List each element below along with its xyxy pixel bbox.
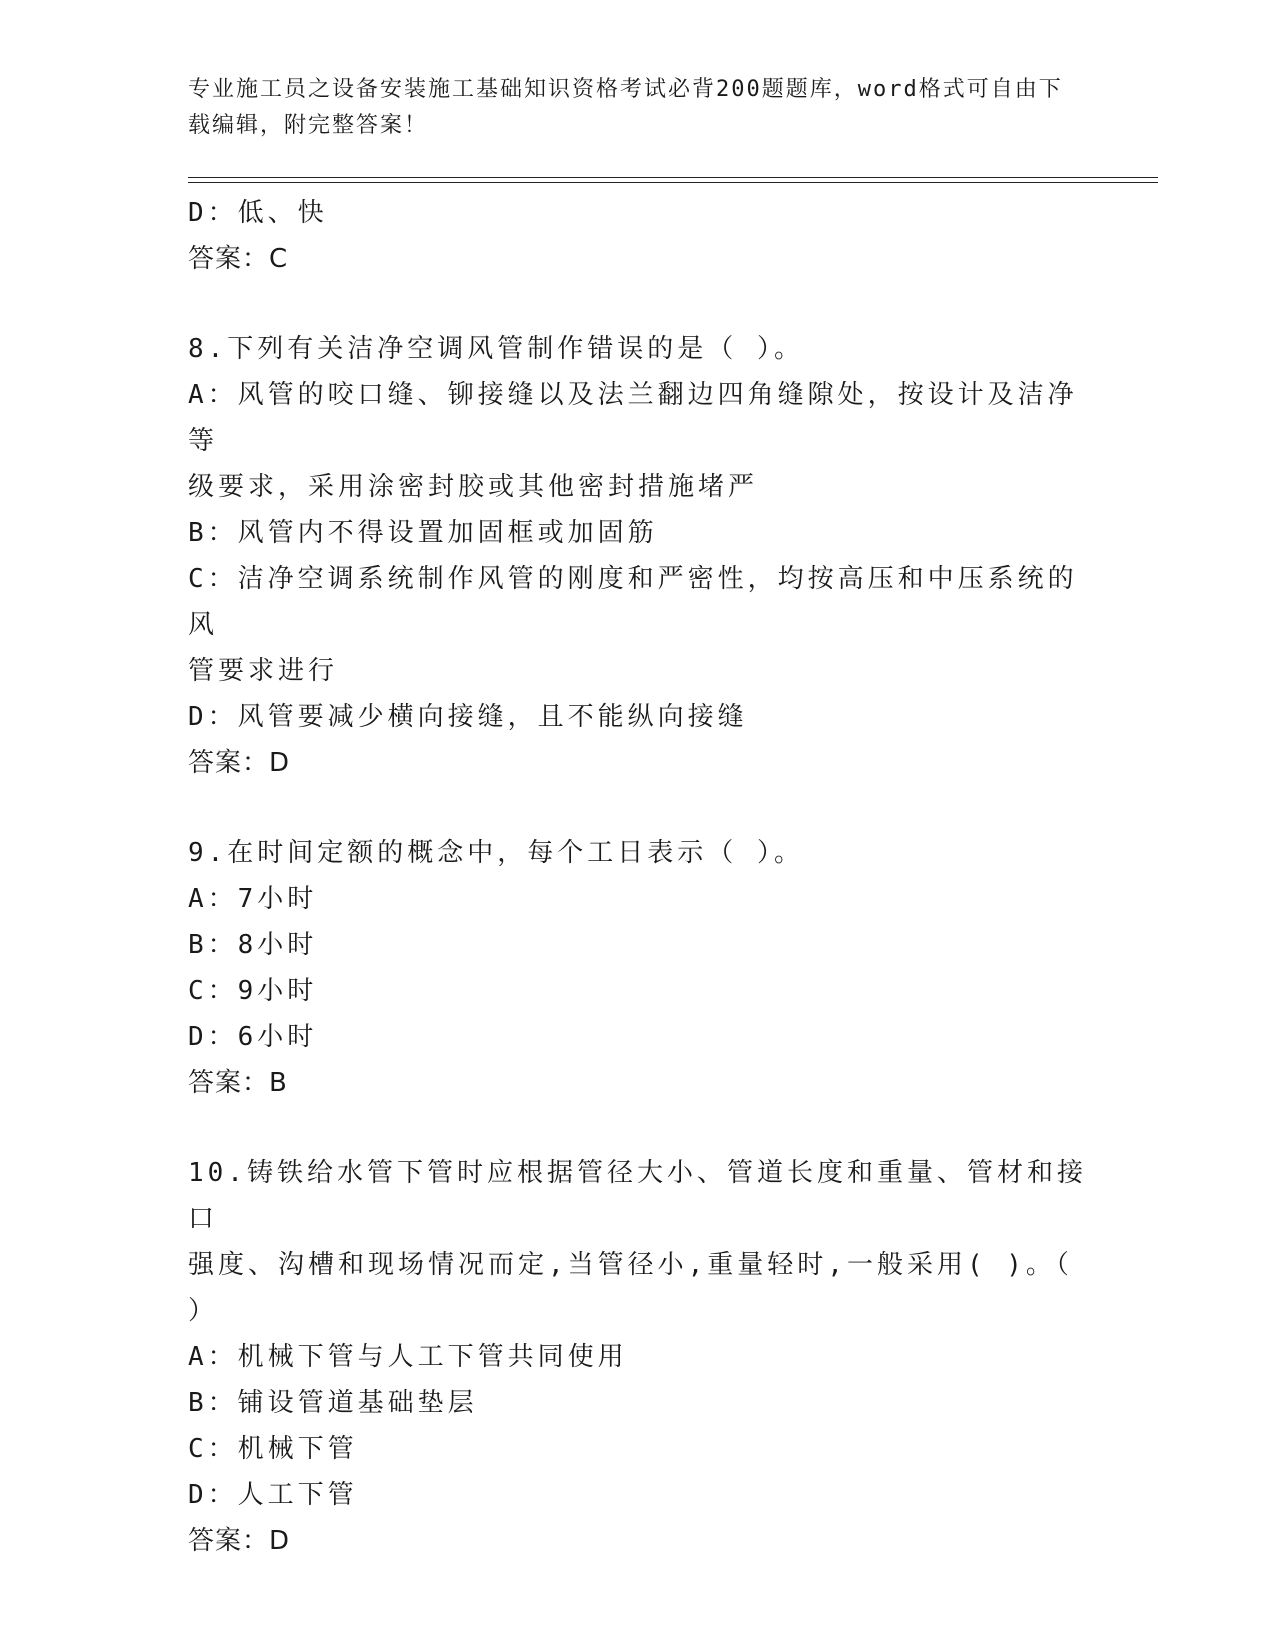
answer-line: 答案：B <box>188 1068 288 1098</box>
header-rule-bottom <box>188 182 1158 183</box>
option-a: A：7小时 <box>188 884 318 914</box>
question-stem: 8.下列有关洁净空调风管制作错误的是（ ）。 <box>188 334 804 364</box>
answer-line: 答案：D <box>188 1526 291 1556</box>
spacer <box>188 282 1088 326</box>
option-c: C：洁净空调系统制作风管的刚度和严密性，均按高压和中压系统的风 <box>188 564 1078 640</box>
option-b: B：铺设管道基础垫层 <box>188 1388 478 1418</box>
option-b: B：8小时 <box>188 930 318 960</box>
option-c-continued: 管要求进行 <box>188 656 339 686</box>
option-c: C：9小时 <box>188 976 318 1006</box>
question-block-9 <box>188 830 1088 1106</box>
question-block-8 <box>188 326 1088 786</box>
question-stem: 9.在时间定额的概念中，每个工日表示（ ）。 <box>188 838 804 868</box>
question-stem-continued: ） <box>188 1296 219 1326</box>
question-block-10 <box>188 1150 1088 1564</box>
question-stem-continued: 强度、沟槽和现场情况而定,当管径小,重量轻时,一般采用( )。（ <box>188 1250 1073 1280</box>
option-a: A：风管的咬口缝、铆接缝以及法兰翻边四角缝隙处，按设计及洁净等 <box>188 380 1078 456</box>
spacer <box>188 786 1088 830</box>
option-d: D：低、快 <box>188 198 328 228</box>
spacer <box>188 1106 1088 1150</box>
answer-line: 答案：D <box>188 748 291 778</box>
question-block-prev <box>188 190 1088 282</box>
header-rule-top <box>188 177 1158 178</box>
option-d: D：风管要减少横向接缝，且不能纵向接缝 <box>188 702 748 732</box>
option-d: D：6小时 <box>188 1022 318 1052</box>
question-list <box>188 190 1088 1564</box>
option-d: D：人工下管 <box>188 1480 358 1510</box>
answer-line: 答案：C <box>188 244 289 274</box>
option-a: A：机械下管与人工下管共同使用 <box>188 1342 628 1372</box>
option-a-continued: 级要求，采用涂密封胶或其他密封措施堵严 <box>188 472 759 502</box>
option-b: B：风管内不得设置加固框或加固筋 <box>188 518 658 548</box>
question-stem: 10.铸铁给水管下管时应根据管径大小、管道长度和重量、管材和接口 <box>188 1158 1087 1234</box>
page-header: 专业施工员之设备安装施工基础知识资格考试必背200题题库，word格式可自由下载编辑，附完整答案！ <box>188 77 1063 138</box>
option-c: C：机械下管 <box>188 1434 358 1464</box>
